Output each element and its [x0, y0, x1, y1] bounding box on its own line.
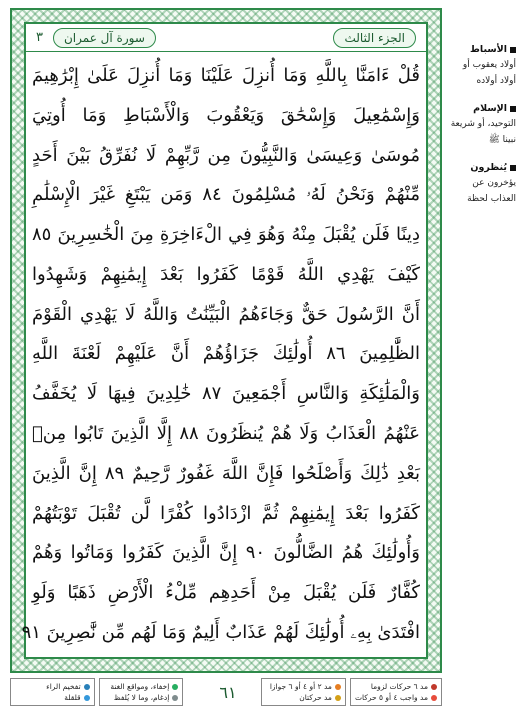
- gold-dot-icon: [335, 695, 341, 701]
- text-line: أَنَّ الرَّسُولَ حَقٌّ وَجَاءَهُمُ الْبَيِّنَٰتُ وَاللَّهُ لَا يَهْدِي الْقَوْمَ: [32, 303, 420, 325]
- glossary-item: [450, 103, 516, 148]
- text-line: كُفَّارٌ فَلَن يُقْبَلَ مِنْ أَحَدِهِم مِّلْءُ الْأَرْضِ ذَهَبًا وَلَوِ: [32, 582, 420, 604]
- glossary-definition: التوحيد، أو شريعة نبينا ﷺ: [450, 119, 516, 145]
- text-line: قُلْ ءَامَنَّا بِاللَّهِ وَمَا أُنزِلَ عَلَيْنَا وَمَا أُنزِلَ عَلَىٰ إِبْرَٰهِيمَ: [32, 65, 420, 86]
- glossary-term: الأسباط: [450, 44, 516, 55]
- text-line: افْتَدَىٰ بِهِۦ أُولَٰئِكَ لَهُمْ عَذَابٌ أَلِيمٌ وَمَا لَهُم مِّن نَّٰصِرِينَ ٩١: [21, 621, 420, 643]
- surah-number: ٣: [36, 30, 43, 45]
- blue-dot-icon: [84, 695, 90, 701]
- legend-column: [261, 678, 346, 706]
- legend-label: مد ٢ أو ٤ أو ٦ جوازا: [269, 682, 332, 691]
- legend-label: تفخيم الراء: [46, 682, 81, 691]
- glossary-item: [450, 44, 516, 89]
- surah-title-group: [36, 28, 156, 48]
- text-line: وَالْمَلَٰئِكَةِ وَالنَّاسِ أَجْمَعِينَ ٨٧ خَٰلِدِينَ فِيهَا لَا يُخَفَّفُ: [32, 383, 420, 405]
- blue-dot-icon: [84, 684, 90, 690]
- surah-label: سورة آل عمران: [53, 28, 156, 48]
- juz-label: الجزء الثالث: [333, 28, 416, 48]
- glossary-term: يُنظرون: [450, 162, 516, 173]
- text-line: عَنْهُمُ الْعَذَابُ وَلَا هُمْ يُنظَرُونَ ٨٨ إِلَّا الَّذِينَ تَابُوا مِنۢ: [32, 423, 420, 445]
- orange-dot-icon: [335, 684, 341, 690]
- text-line: مِّنْهُمْ وَنَحْنُ لَهُۥ مُسْلِمُونَ ٨٤ وَمَن يَبْتَغِ غَيْرَ الْإِسْلَٰمِ: [32, 184, 420, 206]
- page-frame: [10, 8, 442, 673]
- page-header: [26, 24, 426, 52]
- glossary-definition: يؤخرون عن العذاب لحظة: [467, 178, 516, 204]
- legend-column: [99, 678, 184, 706]
- legend-column: [10, 678, 95, 706]
- legend-label: مد ٦ حركات لزوما: [370, 682, 428, 691]
- text-line: دِينًا فَلَن يُقْبَلَ مِنْهُ وَهُوَ فِي الْءَاخِرَةِ مِنَ الْخَٰسِرِينَ ٨٥: [32, 224, 420, 246]
- red-dot-icon: [431, 695, 437, 701]
- green-dot-icon: [172, 684, 178, 690]
- page-number: ٦١: [219, 683, 237, 702]
- legend-label: مد واجب ٤ أو ٥ حركات: [354, 693, 428, 702]
- glossary-item: [450, 162, 516, 207]
- glossary-sidebar: [450, 44, 516, 221]
- text-line: كَيْفَ يَهْدِي اللَّهُ قَوْمًا كَفَرُوا بَعْدَ إِيمَٰنِهِمْ وَشَهِدُوا: [32, 263, 420, 285]
- glossary-term: الإسلام: [450, 103, 516, 114]
- text-line: الظَّٰلِمِينَ ٨٦ أُولَٰئِكَ جَزَاؤُهُمْ أَنَّ عَلَيْهِمْ لَعْنَةَ اللَّهِ: [32, 343, 420, 365]
- text-area: [21, 22, 428, 659]
- legend-label: إخفاء، ومواقع الغنة: [110, 682, 170, 691]
- legend-column: [350, 678, 442, 706]
- legend-label: مد حركتان: [299, 693, 332, 702]
- gray-dot-icon: [172, 695, 178, 701]
- legend-label: إدغام، وما لا يُلفظ: [113, 693, 170, 702]
- text-line: وَإِسْمَٰعِيلَ وَإِسْحَٰقَ وَيَعْقُوبَ وَالْأَسْبَاطِ وَمَا أُوتِيَ: [32, 104, 420, 126]
- text-line: مُوسَىٰ وَعِيسَىٰ وَالنَّبِيُّونَ مِن رَّبِّهِمْ لَا نُفَرِّقُ بَيْنَ أَحَدٍ: [32, 144, 420, 166]
- text-line: كَفَرُوا بَعْدَ إِيمَٰنِهِمْ ثُمَّ ازْدَادُوا كُفْرًا لَّن تُقْبَلَ تَوْبَتُهُمْ: [32, 502, 420, 524]
- red-dot-icon: [431, 684, 437, 690]
- legend-label: قلقلة: [64, 693, 81, 702]
- text-line: وَأُولَٰئِكَ هُمُ الضَّالُّونَ ٩٠ إِنَّ الَّذِينَ كَفَرُوا وَمَاتُوا وَهُمْ: [32, 542, 420, 564]
- glossary-definition: أولاد يعقوب أو أولاد أولاده: [462, 60, 516, 86]
- text-line: بَعْدِ ذَٰلِكَ وَأَصْلَحُوا فَإِنَّ اللَّهَ غَفُورٌ رَّحِيمٌ ٨٩ إِنَّ الَّذِينَ: [32, 462, 420, 484]
- quran-lines: [21, 58, 420, 651]
